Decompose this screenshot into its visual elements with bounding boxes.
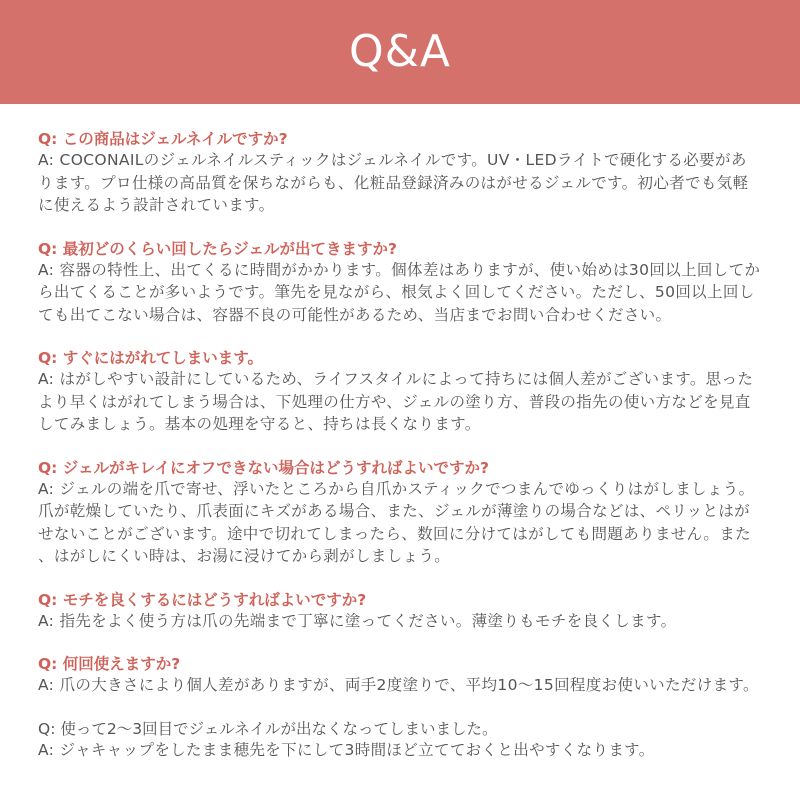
faq-question: Q: すぐにはがれてしまいます。 [38,349,264,367]
faq-answer: A: はがしやすい設計にしているため、ライフスタイルによって持ちには個人差がございます。思ったより早くはがれてしまう場合は、下処理の仕方や、ジェルの塗り方、普段の指先の使い方などを見直してみましょう。基本の処理を守ると、持ちは長くなります。 [38,370,754,433]
faq-item [38,591,762,633]
faq-answer: A: 指先をよく使う方は爪の先端まで丁寧に塗ってください。薄塗りもモチを良くします。 [38,611,677,630]
faq-question: Q: ジェルがキレイにオフできない場合はどうすればよいですか? [38,458,490,477]
faq-answer: A: ジャキャップをしたまま穂先を下にして3時間ほど立てておくと出やすくなります。 [38,740,655,759]
faq-item [38,655,762,697]
faq-question: Q: 何回使えますか? [38,655,181,673]
faq-question: Q: モチを良くするにはどうすればよいですか? [38,590,367,609]
faq-question: Q: 最初どのくらい回したらジェルが出てきますか? [38,239,397,258]
faq-item [38,240,762,327]
faq-answer: A: ジェルの端を爪で寄せ、浮いたところから自爪かスティックでつまんでゆっくりはがしましょう。爪が乾燥していたり、爪表面にキズがある場合、また、ジェルが薄塗りの場合などは、ペリッとはがせないことがございます。途中で切れてしまったら、数回に分けてはがしても問題ありません。また、はがしにくい時は、お湯に浸けてから剥がしましょう。 [38,479,755,565]
faq-item [38,720,762,762]
faq-item [38,349,762,436]
faq-item [38,130,762,217]
faq-answer: A: 爪の大きさにより個人差がありますが、両手2度塗りで、平均10〜15回程度お使いいただけます。 [38,676,759,694]
faq-question: Q: この商品はジェルネイルですか? [38,130,288,148]
faq-list [38,130,762,784]
faq-answer: A: COCONAILのジェルネイルスティックはジェルネイルです。UV・LEDライトで硬化する必要があります。プロ仕様の高品質を保ちながらも、化粧品登録済みのはがせるジェルです。初心者でも気軽に使えるよう設計されています。 [38,151,749,214]
faq-question: Q: 使って2〜3回目でジェルネイルが出なくなってしまいました。 [38,719,498,738]
header-banner [0,0,800,104]
faq-answer: A: 容器の特性上、出てくるに時間がかかります。個体差はありますが、使い始めは30回以上回してから出てくることが多いようです。筆先を見ながら、根気よく回してください。ただし、50回以上回しても出てこない場合は、容器不良の可能性があるため、当店までお問い合わせください。 [38,260,761,324]
faq-item [38,459,762,568]
page-title: Q&A [348,25,452,77]
